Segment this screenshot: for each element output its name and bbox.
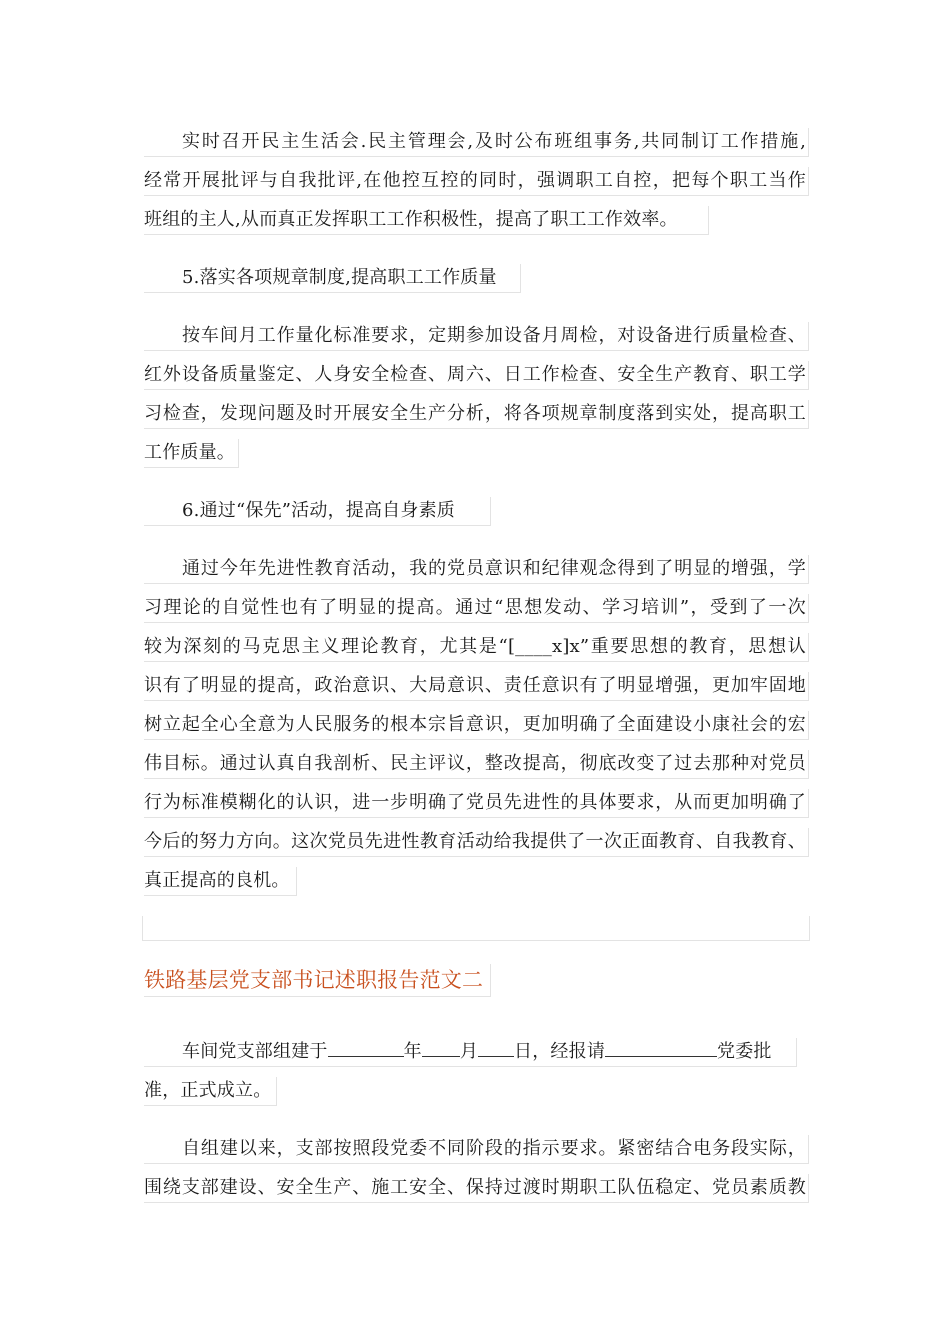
paragraph-line: 真正提高的良机。 xyxy=(144,867,297,896)
paragraph-line: 红外设备质量鉴定、人身安全检查、周六、日工作检查、安全生产教育、职工学 xyxy=(144,361,809,390)
paragraph-line: 通过今年先进性教育活动，我的党员意识和纪律观念得到了明显的增强，学 xyxy=(144,555,809,584)
paragraph-line: 行为标准模糊化的认识，进一步明确了党员先进性的具体要求，从而更加明确了 xyxy=(144,789,809,818)
section-heading: 铁路基层党支部书记述职报告范文二 xyxy=(144,964,491,997)
paragraph-line: 经常开展批评与自我批评,在他控互控的同时，强调职工自控，把每个职工当作 xyxy=(144,167,809,196)
text-segment: 月 xyxy=(459,1041,479,1062)
paragraph-line: 习检查，发现问题及时开展安全生产分析，将各项规章制度落到实处，提高职工 xyxy=(144,400,809,429)
paragraph-line: 习理论的自觉性也有了明显的提高。通过“思想发动、学习培训”，受到了一次 xyxy=(144,594,809,623)
paragraph-line: 工作质量。 xyxy=(144,439,239,468)
item-5-title: 5.落实各项规章制度,提高职工工作质量 xyxy=(144,264,521,293)
paragraph-line-with-blanks xyxy=(144,1038,797,1067)
text-segment: 日，经报请 xyxy=(514,1041,606,1062)
text-segment: 车间党支部组建于 xyxy=(182,1041,328,1062)
paragraph-line: 自组建以来，支部按照段党委不同阶段的指示要求。紧密结合电务段实际， xyxy=(144,1135,809,1164)
paragraph-line: 伟目标。通过认真自我剖析、民主评议，整改提高，彻底改变了过去那种对党员 xyxy=(144,750,809,779)
paragraph-line: 班组的主人,从而真正发挥职工工作积极性，提高了职工工作效率。 xyxy=(144,206,709,235)
paragraph-line: 按车间月工作量化标准要求，定期参加设备月周检，对设备进行质量检查、 xyxy=(144,322,809,351)
paragraph-line: 实时召开民主生活会.民主管理会,及时公布班组事务,共同制订工作措施, xyxy=(144,128,809,157)
paragraph-line: 树立起全心全意为人民服务的根本宗旨意识，更加明确了全面建设小康社会的宏 xyxy=(144,711,809,740)
blank-field-year xyxy=(328,1038,404,1057)
paragraph-line: 较为深刻的马克思主义理论教育，尤其是“[____x]x”重要思想的教育，思想认 xyxy=(144,633,809,662)
paragraph-line: 准，正式成立。 xyxy=(144,1077,277,1106)
blank-field-day xyxy=(478,1038,514,1057)
text-segment: 党委批 xyxy=(717,1041,772,1062)
text-segment: 年 xyxy=(403,1041,422,1062)
paragraph-line: 今后的努力方向。这次党员先进性教育活动给我提供了一次正面教育、自我教育、 xyxy=(144,828,809,857)
item-6-title: 6.通过“保先”活动，提高自身素质 xyxy=(144,497,491,526)
section-divider xyxy=(142,916,810,941)
blank-field-committee xyxy=(605,1038,717,1057)
blank-field-month xyxy=(422,1038,460,1057)
paragraph-line: 围绕支部建设、安全生产、施工安全、保持过渡时期职工队伍稳定、党员素质教 xyxy=(144,1174,809,1203)
paragraph-line: 识有了明显的提高，政治意识、大局意识、责任意识有了明显增强，更加牢固地 xyxy=(144,672,809,701)
